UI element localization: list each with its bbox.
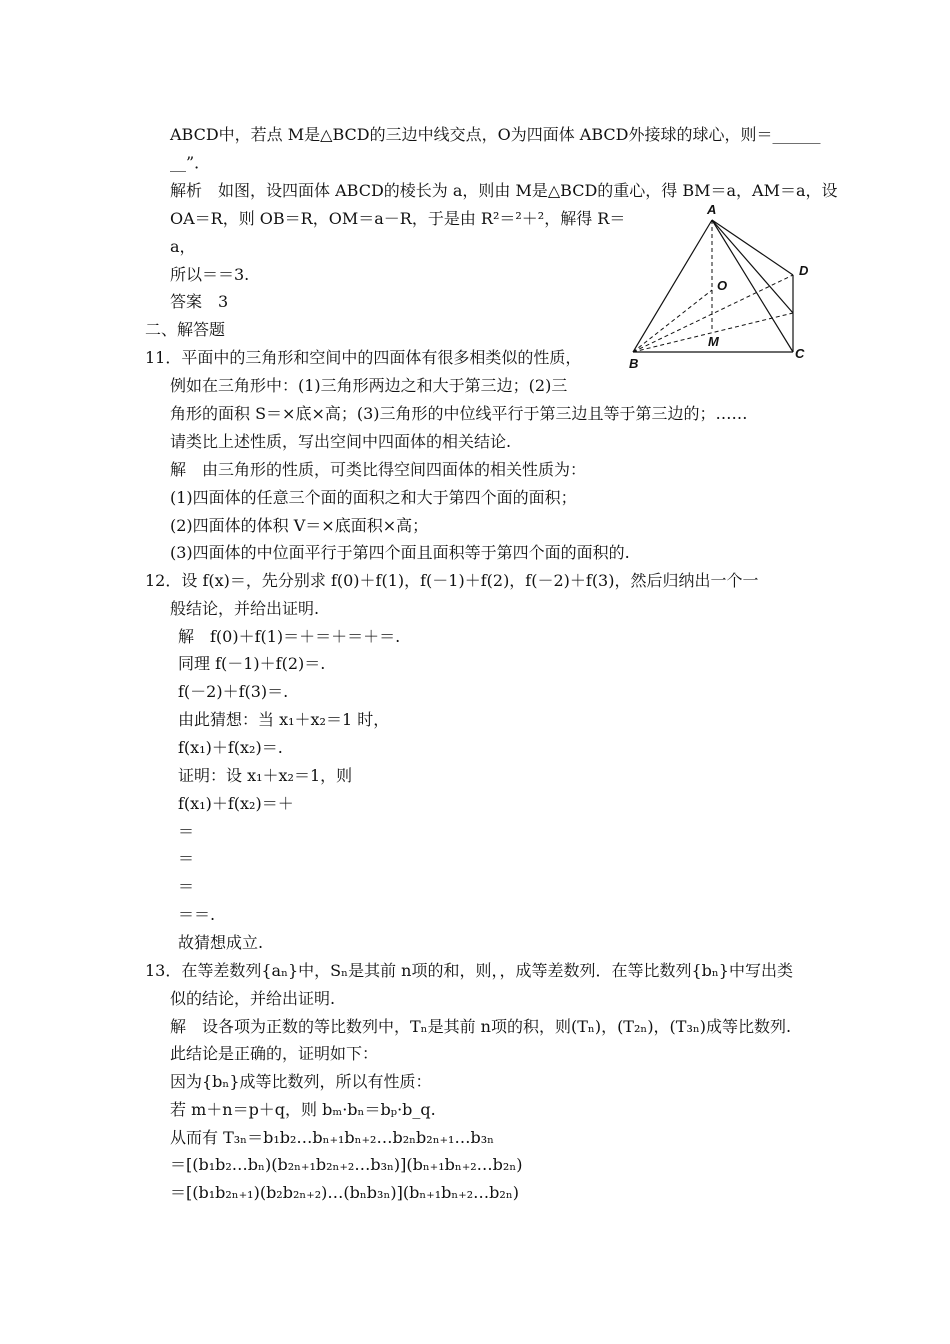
text-line: f(x₁)＋f(x₂)＝. — [178, 738, 283, 757]
text-line: 解 f(0)＋f(1)＝＋＝＋＝＋＝. — [178, 627, 401, 646]
point-label-M: M — [708, 334, 719, 349]
text-line: (2)四面体的体积 V＝×底面积×高； — [170, 516, 429, 535]
text-line: 所以＝＝3. — [170, 265, 250, 284]
point-label-O: O — [717, 278, 728, 293]
segment-OB-hidden — [633, 290, 712, 352]
text-line: 角形的面积 S＝×底×高；(3)三角形的中位线平行于第三边且等于第三边的；…… — [170, 404, 748, 423]
text-line: ABCD中，若点 M是△BCD的三边中线交点，O为四面体 ABCD外接球的球心，则＝______ — [170, 125, 821, 144]
text-line: 请类比上述性质，写出空间中四面体的相关结论. — [170, 432, 512, 451]
text-line: 解 由三角形的性质，可类比得空间四面体的相关性质为： — [170, 460, 587, 479]
text-line: __”． — [170, 153, 211, 172]
text-line: 二、解答题 — [145, 320, 226, 339]
text-line: 证明：设 x₁＋x₂＝1，则 — [178, 766, 353, 785]
tetrahedron-figure — [625, 200, 815, 375]
text-line: 解 设各项为正数的等比数列中，Tₙ是其前 n项的积，则(Tₙ)，(T₂ₙ)，(T₃ₙ)成等比数列. — [170, 1017, 792, 1036]
text-line: ＝ — [178, 877, 195, 896]
text-line: (1)四面体的任意三个面的面积之和大于第四个面的面积； — [170, 488, 577, 507]
text-line: 答案 3 — [170, 292, 229, 311]
text-line: ＝ — [178, 849, 195, 868]
text-line: ＝[(b₁b₂…bₙ)(b₂ₙ₊₁b₂ₙ₊₂…b₃ₙ)](bₙ₊₁bₙ₊₂…b₂ₙ) — [170, 1155, 523, 1174]
text-line: 11．平面中的三角形和空间中的四面体有很多相类似的性质， — [145, 348, 582, 367]
text-line: 故猜想成立. — [178, 933, 264, 952]
text-line: (3)四面体的中位面平行于第四个面且面积等于第四个面的面积的. — [170, 543, 630, 562]
text-line: 解析 如图，设四面体 ABCD的棱长为 a，则由 M是△BCD的重心，得 BM＝a，AM＝a，设 — [170, 181, 838, 200]
edge-AB — [633, 220, 712, 352]
text-line: ＝＝. — [178, 905, 216, 924]
text-line: f(x₁)＋f(x₂)＝＋ — [178, 794, 294, 813]
text-line: 同理 f(－1)＋f(2)＝. — [178, 654, 326, 673]
text-line: 例如在三角形中：(1)三角形两边之和大于第三边；(2)三 — [170, 376, 568, 395]
vertex-label-B: B — [629, 356, 639, 371]
text-line: 此结论是正确的，证明如下： — [170, 1044, 379, 1063]
text-line: 般结论，并给出证明. — [170, 599, 320, 618]
text-line: 似的结论，并给出证明. — [170, 989, 336, 1008]
text-line: 由此猜想：当 x₁＋x₂＝1 时， — [178, 710, 390, 729]
text-line: OA＝R，则 OB＝R，OM＝a－R，于是由 R²＝²＋²，解得 R＝ — [170, 209, 626, 228]
text-line: ＝ — [178, 822, 195, 841]
text-line: 13．在等差数列{aₙ}中，Sₙ是其前 n项的和，则，，成等差数列．在等比数列{bₙ}中写出类 — [145, 961, 793, 980]
text-line: a， — [170, 237, 196, 256]
text-line: f(－2)＋f(3)＝. — [178, 682, 289, 701]
vertex-label-A: A — [707, 202, 717, 217]
text-line: 12．设 f(x)＝，先分别求 f(0)＋f(1)，f(－1)＋f(2)，f(－2)＋f(3)，然后归纳出一个一 — [145, 571, 759, 590]
text-line: 若 m＋n＝p＋q，则 bₘ·bₙ＝bₚ·b_q. — [170, 1100, 436, 1119]
vertex-label-C: C — [795, 346, 805, 361]
text-line: 从而有 T₃ₙ＝b₁b₂…bₙ₊₁bₙ₊₂…b₂ₙb₂ₙ₊₁…b₃ₙ — [170, 1128, 495, 1147]
text-line: 因为{bₙ}成等比数列，所以有性质： — [170, 1072, 432, 1091]
vertex-label-D: D — [799, 263, 809, 278]
text-line: ＝[(b₁b₂ₙ₊₁)(b₂b₂ₙ₊₂)…(bₙb₃ₙ)](bₙ₊₁bₙ₊₂…b₂ₙ) — [170, 1183, 519, 1202]
